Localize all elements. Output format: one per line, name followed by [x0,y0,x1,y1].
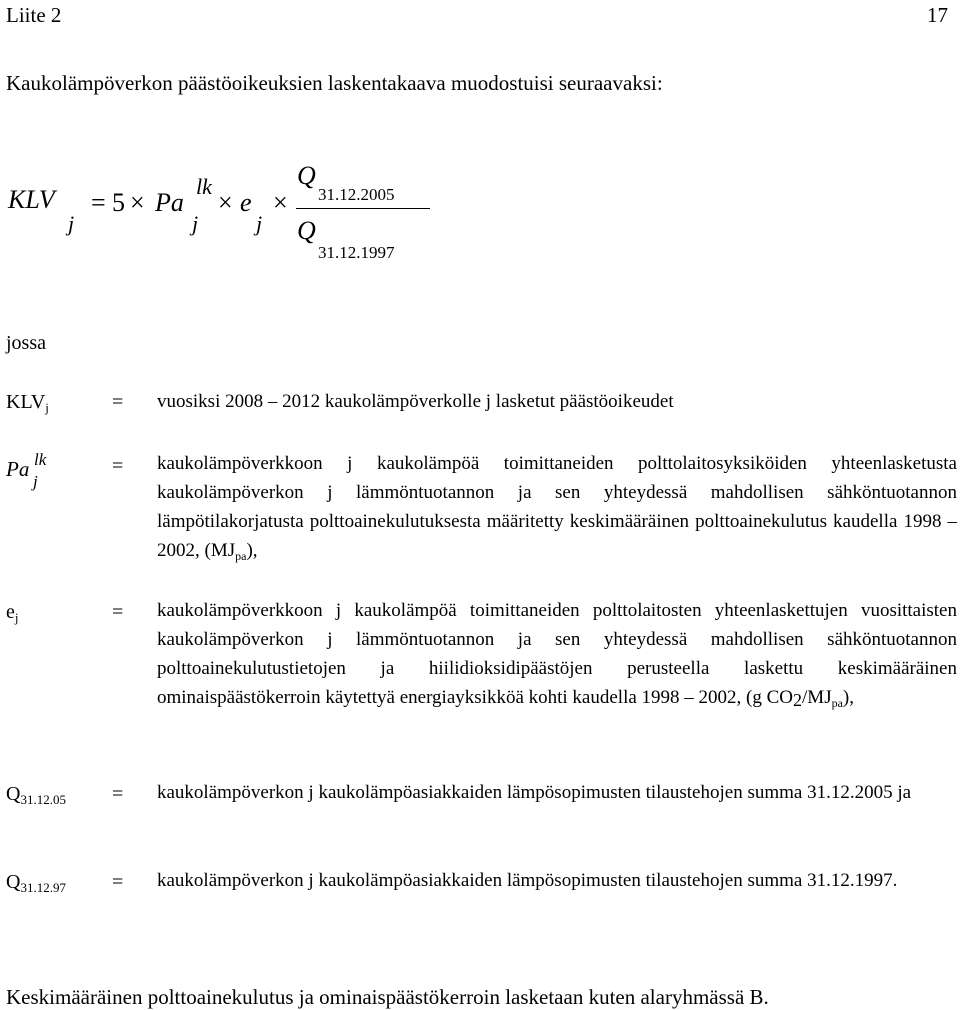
def-q97-text: kaukolämpöverkon j kaukolämpöasiakkaiden lämpösopimusten tilaustehojen summa 31.12.1997. [157,870,898,891]
def-klv-symbol: $KLV_j$ [6,391,49,415]
formula-times-2: × [218,188,233,217]
def-q05-eq: = [112,783,124,805]
def-pa-eq: = [112,455,124,477]
formula-klv: KLV [8,185,55,214]
def-e-symbol: $e_j$ [6,601,19,625]
def-q05-text: kaukolämpöverkon j kaukolämpöasiakkaiden lämpösopimusten tilaustehojen summa 31.12.2005 ja [157,782,912,803]
def-e-eq: = [112,601,124,623]
def-pa-symbol: Pa lk j [6,450,47,491]
formula-e: e [240,188,252,217]
def-klv-eq: = [112,391,124,413]
intro-paragraph: Kaukolämpöverkon päästöoikeuksien laskentakaava muodostuisi seuraavaksi: [6,71,663,95]
formula-numerator-sub: 31.12.2005 [318,185,395,204]
formula-pa-sub: j [192,211,199,236]
jossa-label: jossa [6,332,46,354]
formula-pa: Pa [155,188,184,217]
formula-klv-sub: j [68,211,75,236]
def-q05-symbol: $Q_{31.12.05}$ [6,783,66,807]
def-pa-text: kaukolämpöverkkoon j kaukolämpöä toimittaneiden polttolaitosyksiköiden yhteenlasketusta kaukolämpöverkon j lämmöntuotannon ja sen yhteydessä mahdollisen sähköntuotannon lämpötilakorjatusta polttoainekulutuksesta määritetty keskimääräinen polttoainekulutus kaudella 1998 – 2002, $(MJ_{pa})$, [157,453,957,563]
formula-five: 5 [112,188,125,217]
closing-paragraph: Keskimääräinen polttoainekulutus ja ominaispäästökerroin lasketaan kuten alaryhmässä B. [6,985,769,1009]
fraction-bar [296,208,430,209]
formula-denominator-q: Q [297,216,316,245]
formula-pa-sup: lk [196,174,212,199]
formula-numerator-q: Q [297,161,316,190]
def-e-text: kaukolämpöverkkoon j kaukolämpöä toimittaneiden polttolaitosten yhteenlaskettujen vuosittaisten kaukolämpöverkon j lämmöntuotannon ja sen yhteydessä mahdollisen sähköntuotannon polttoainekulutustietojen ja hiilidioksidipäästöjen perusteella laskettu keskimääräinen ominaispäästökerroin käytettyä energiayksikköä kohti kaudella 1998 – 2002, (g $CO2/MJ_{pa}$), [157,600,957,710]
formula-denominator-sub: 31.12.1997 [318,243,395,262]
def-q97-eq: = [112,871,124,893]
formula-e-sub: j [256,211,263,236]
page-number: 17 [927,3,948,27]
formula-times-3: × [273,188,288,217]
def-klv-text: vuosiksi 2008 – 2012 kaukolämpöverkolle j lasketut päästöoikeudet [157,391,674,412]
formula-equals: = [91,188,106,217]
def-q97-symbol: $Q_{31.12.97}$ [6,871,66,895]
appendix-label: Liite 2 [6,3,62,27]
formula-times-1: × [130,188,145,217]
